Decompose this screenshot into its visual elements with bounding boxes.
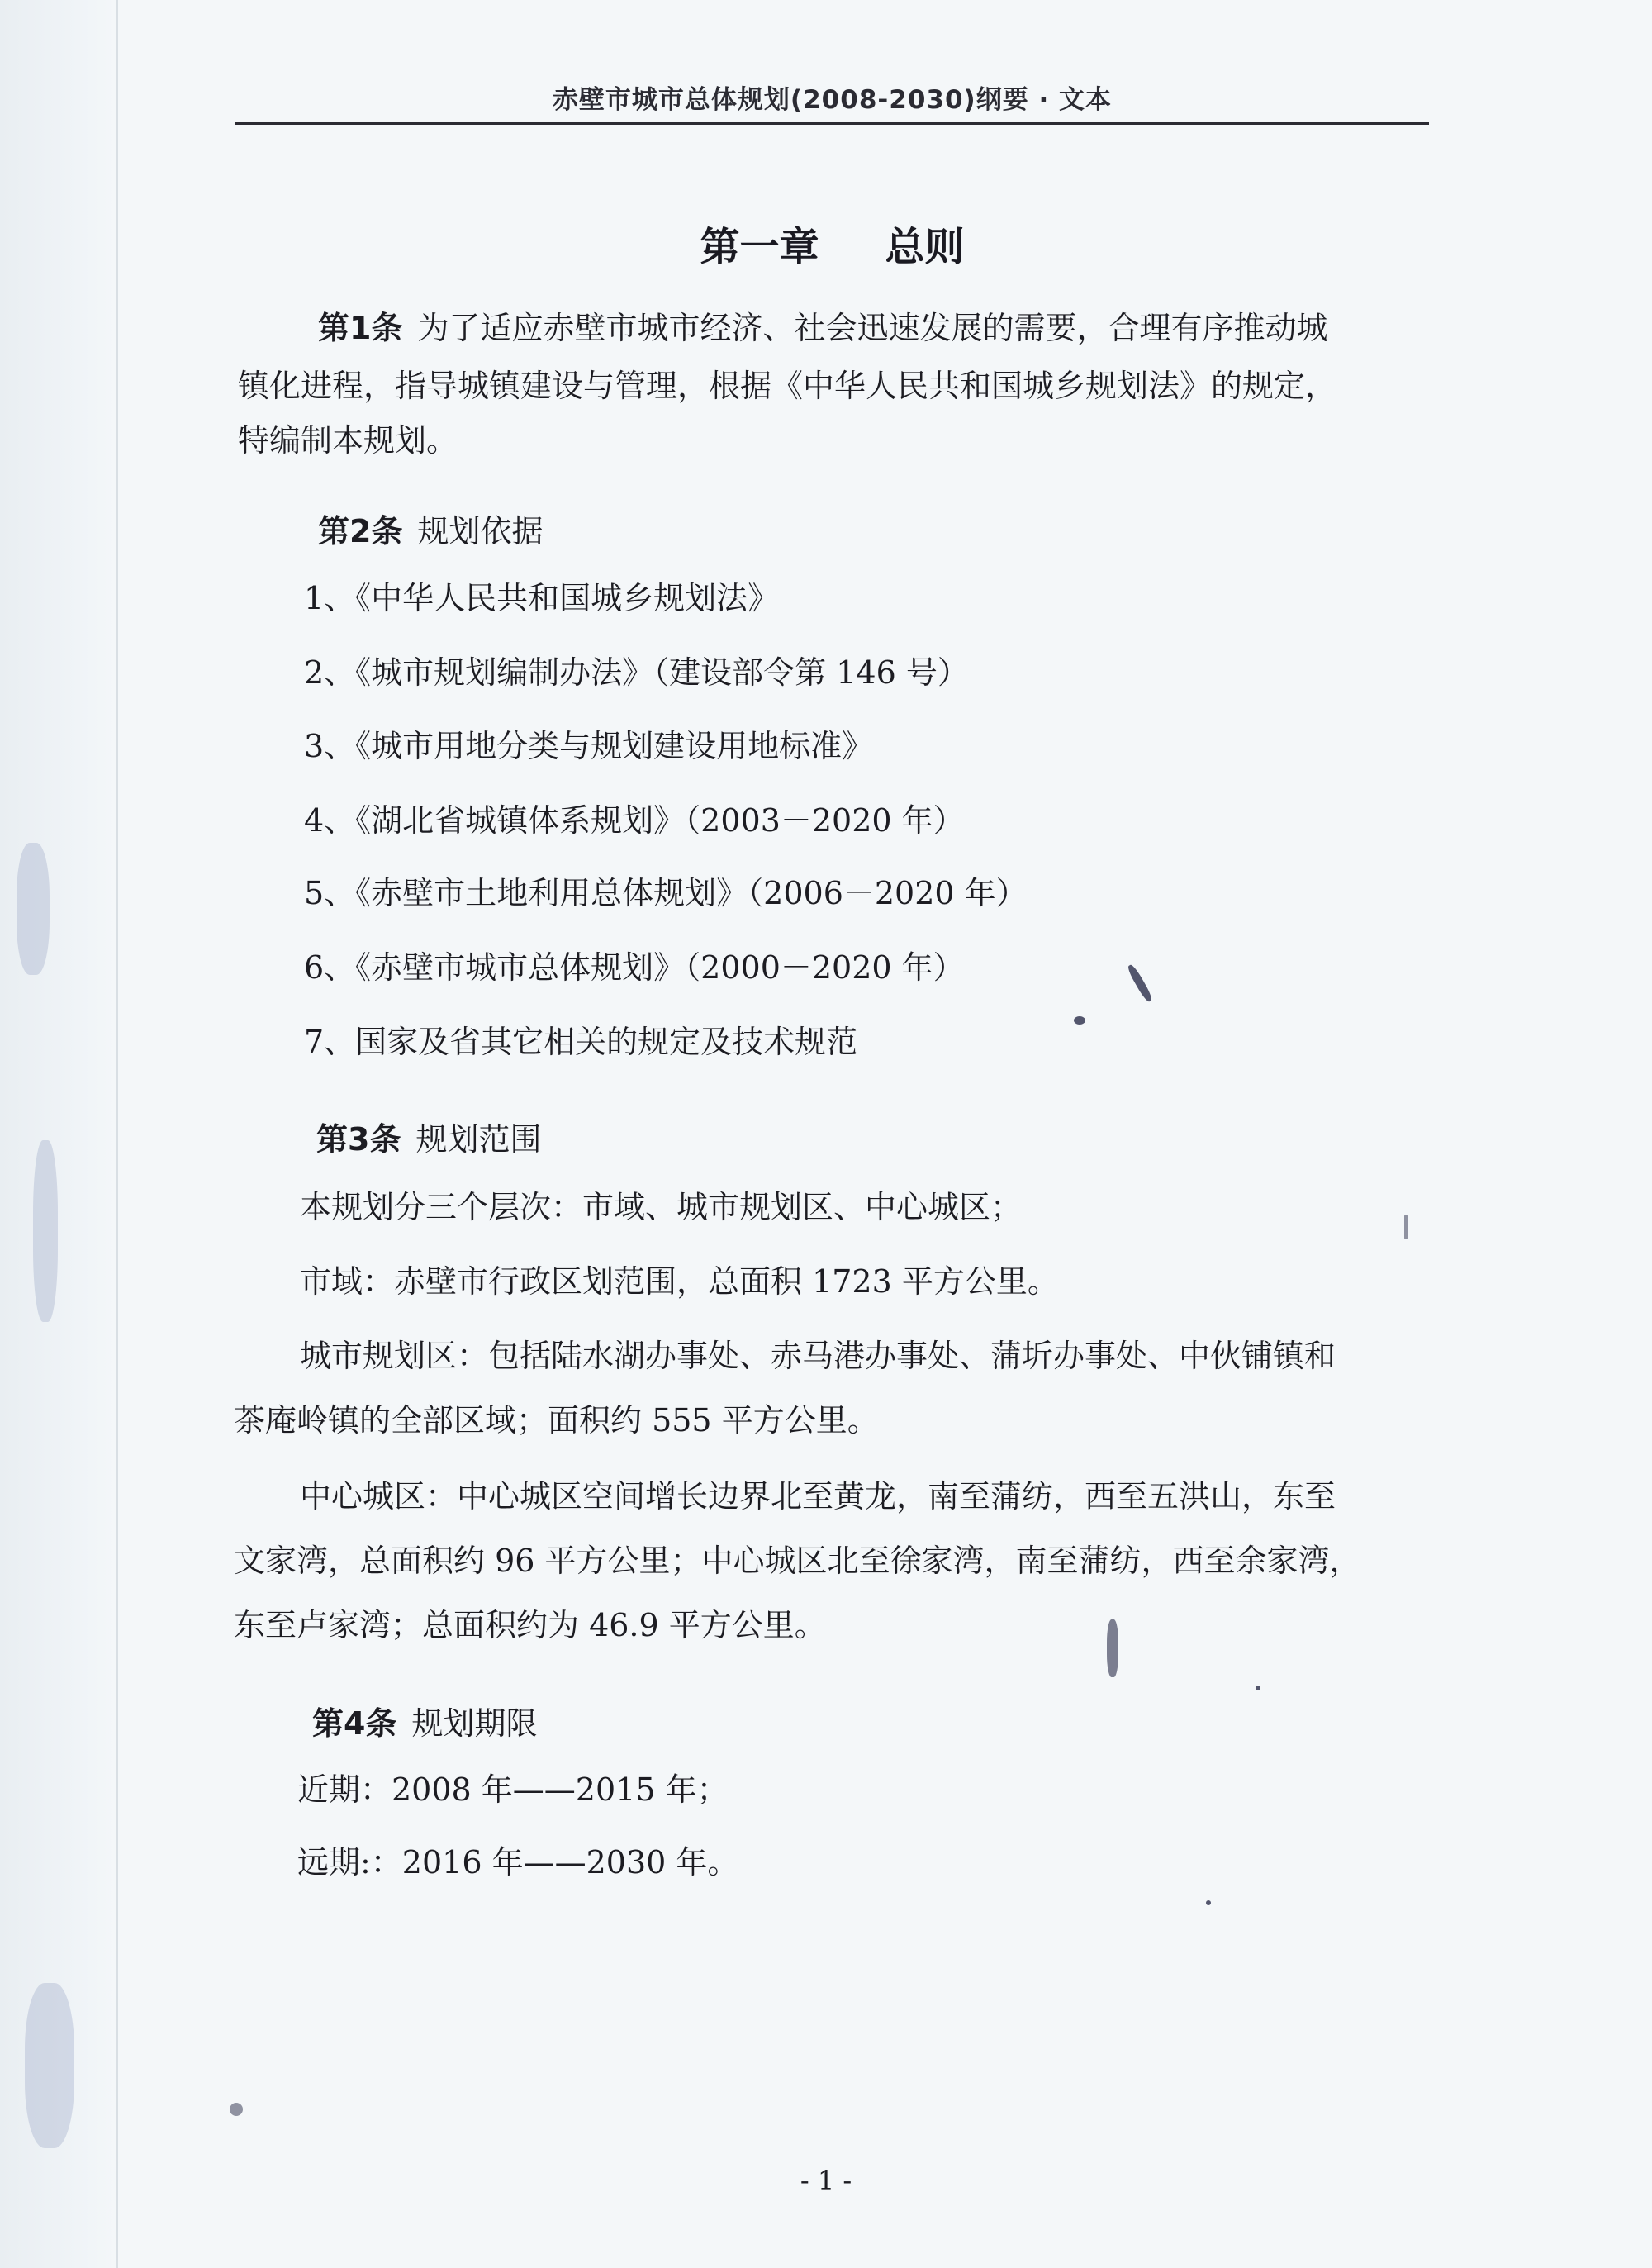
basis-item-6: 6、《赤壁市城市总体规划》（2000－2020 年）	[304, 949, 965, 986]
scope-levels: 本规划分三个层次：市域、城市规划区、中心城区；	[300, 1189, 1023, 1225]
ink-speck	[1074, 1016, 1085, 1025]
basis-item-4: 4、《湖北省城镇体系规划》（2003－2020 年）	[304, 802, 965, 839]
ink-speck	[1126, 963, 1154, 1003]
article-3-title: 规划范围	[415, 1121, 542, 1158]
scope-city-area: 市域：赤壁市行政区划范围，总面积 1723 平方公里。	[300, 1263, 1059, 1300]
scope-planning-area-1: 城市规划区：包括陆水湖办事处、赤马港办事处、蒲圻办事处、中伙铺镇和	[300, 1338, 1336, 1374]
scan-left-margin	[0, 0, 116, 2268]
ink-speck	[1107, 1619, 1118, 1677]
basis-item-2: 2、《城市规划编制办法》（建设部令第 146 号）	[304, 654, 969, 691]
basis-item-5: 5、《赤壁市土地利用总体规划》（2006－2020 年）	[304, 875, 1028, 911]
article-1-line-2: 镇化进程，指导城镇建设与管理，根据《中华人民共和国城乡规划法》的规定，	[238, 368, 1337, 404]
scan-smudge	[25, 1983, 74, 2148]
article-1-line-1	[318, 302, 1327, 348]
ink-speck	[1256, 1686, 1260, 1690]
ink-speck	[1206, 1900, 1211, 1905]
scope-planning-area-2: 茶庵岭镇的全部区域；面积约 555 平方公里。	[234, 1402, 879, 1438]
period-far: 远期:：2016 年——2030 年。	[297, 1844, 739, 1880]
article-3-heading	[316, 1114, 541, 1159]
scan-smudge	[33, 1140, 58, 1322]
chapter-number: 第一章	[700, 224, 819, 270]
basis-item-3: 3、《城市用地分类与规划建设用地标准》	[304, 728, 874, 764]
scope-center-1: 中心城区：中心城区空间增长边界北至黄龙，南至蒲纺，西至五洪山，东至	[300, 1478, 1336, 1514]
article-3-label: 第3条	[316, 1121, 401, 1158]
scan-smudge	[17, 843, 50, 975]
article-1-text-1: 为了适应赤壁市城市经济、社会迅速发展的需要，合理有序推动城	[417, 310, 1328, 346]
article-1-line-3: 特编制本规划。	[238, 422, 458, 459]
ink-speck	[230, 2103, 243, 2116]
article-1-label: 第1条	[318, 310, 403, 346]
ink-speck	[1404, 1215, 1408, 1239]
basis-item-1: 1、《中华人民共和国城乡规划法》	[304, 580, 780, 616]
chapter-title	[235, 215, 1429, 272]
header-rule	[235, 122, 1429, 125]
article-2-title: 规划依据	[417, 513, 544, 549]
scope-center-2: 文家湾，总面积约 96 平方公里；中心城区北至徐家湾，南至蒲纺，西至余家湾，	[234, 1543, 1361, 1579]
article-2-heading	[318, 506, 543, 551]
article-4-heading	[312, 1698, 537, 1743]
article-2-label: 第2条	[318, 513, 403, 549]
article-4-title: 规划期限	[411, 1705, 538, 1742]
article-4-label: 第4条	[312, 1705, 397, 1742]
chapter-name: 总则	[885, 224, 965, 270]
basis-item-7: 7、国家及省其它相关的规定及技术规范	[304, 1024, 858, 1060]
running-header: 赤壁市城市总体规划(2008-2030)纲要 · 文本	[552, 85, 1113, 115]
binding-edge	[116, 0, 118, 2268]
page-number: - 1 -	[800, 2165, 852, 2196]
period-near: 近期：2008 年——2015 年；	[297, 1771, 729, 1808]
scope-center-3: 东至卢家湾；总面积约为 46.9 平方公里。	[234, 1607, 826, 1643]
